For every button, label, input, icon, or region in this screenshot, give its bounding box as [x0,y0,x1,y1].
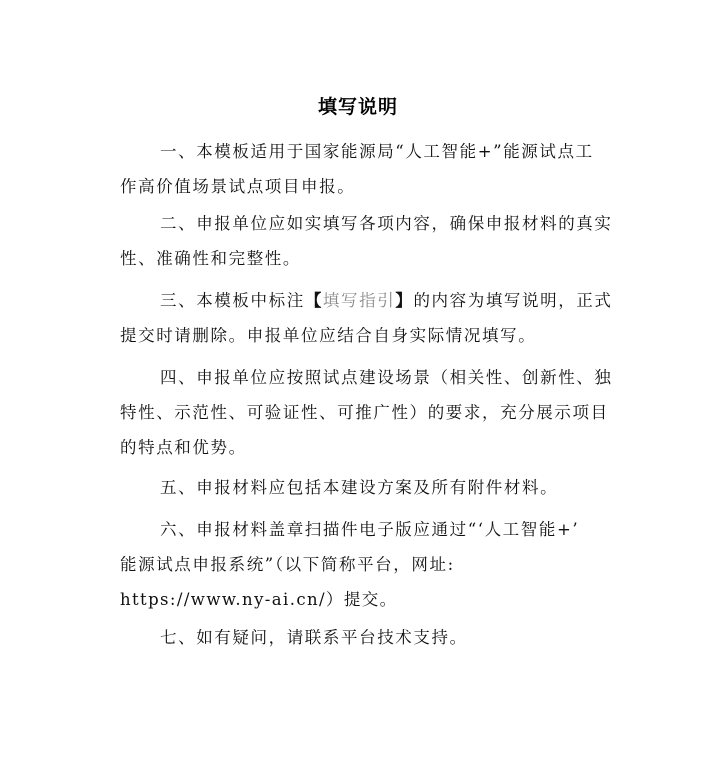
instruction-line: 提交时请删除。申报单位应结合自身实际情况填写。 [120,326,537,345]
instruction-line: 特性、示范性、可验证性、可推广性）的要求，充分展示项目 [120,403,609,422]
instruction-line: 七、如有疑问，请联系平台技术支持。 [160,628,468,647]
instruction-line: 五、申报材料应包括本建设方案及所有附件材料。 [160,478,559,497]
instruction-text: 的内容为填写说明，正式 [413,291,613,310]
instruction-item-6 [120,512,600,617]
instruction-line: 性、准确性和完整性。 [120,249,301,268]
instruction-item-3 [120,283,613,353]
instruction-item-4 [120,360,613,465]
bracket-open: 【 [304,291,323,310]
instruction-item-1 [120,134,600,204]
instruction-line: 一、本模板适用于国家能源局“人工智能+”能源试点工 [160,142,594,161]
instruction-line [120,283,613,318]
page-title: 填写说明 [317,96,398,118]
instruction-line: 四、申报单位应按照试点建设场景（相关性、创新性、独 [160,368,613,387]
instruction-line-url: https://www.ny-ai.cn/）提交。 [120,590,398,609]
bracket-close: 】 [395,291,414,310]
instruction-line: 的特点和优势。 [120,438,247,457]
instruction-item-5 [120,470,600,505]
instruction-item-7 [120,620,600,655]
instruction-item-2 [120,206,613,276]
instruction-line: 作高价值场景试点项目申报。 [120,177,356,196]
guide-marker-text: 填写指引 [322,291,396,310]
instruction-line: 六、申报材料盖章扫描件电子版应通过“‘人工智能+’ [160,520,580,539]
instruction-line: 二、申报单位应如实填写各项内容，确保申报材料的真实 [160,214,613,233]
instruction-line: 能源试点申报系统”（以下简称平台，网址: [120,555,455,574]
instruction-text: 三、本模板中标注 [160,291,305,310]
